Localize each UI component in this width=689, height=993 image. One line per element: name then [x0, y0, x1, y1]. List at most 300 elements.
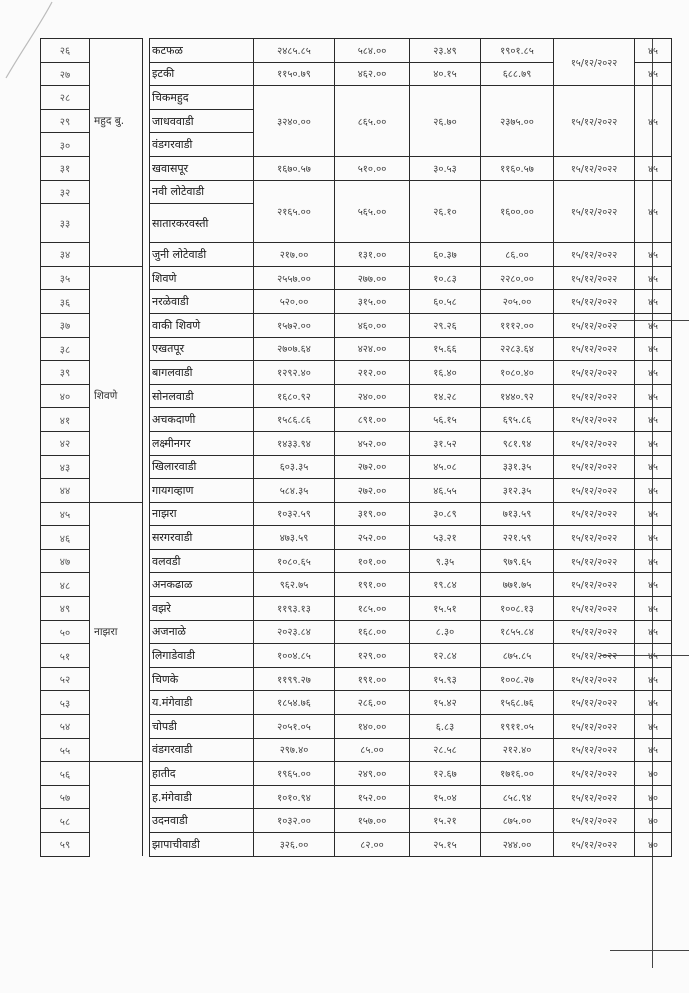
- serial-number: ४३: [41, 455, 90, 479]
- serial-number: ४८: [41, 573, 90, 597]
- serial-number: ५२: [41, 667, 90, 691]
- stray-line: [610, 950, 689, 951]
- total-area: २७०७.६४: [254, 337, 335, 361]
- total-area: २१७.००: [254, 243, 335, 267]
- village-name: जाधववाडी: [150, 109, 254, 133]
- spacer: [143, 715, 150, 739]
- village-name: चोपडी: [150, 715, 254, 739]
- area-b: २७२.००: [335, 455, 410, 479]
- count-cell: ४५: [635, 290, 672, 314]
- net-area: १६००.००: [481, 180, 554, 243]
- serial-number: २८: [41, 86, 90, 110]
- percentage: १९.८४: [410, 573, 481, 597]
- table-row: [41, 738, 672, 762]
- village-name: कटफळ: [150, 39, 254, 63]
- village-name: लिगाडेवाडी: [150, 644, 254, 668]
- table-row: [41, 384, 672, 408]
- spacer: [143, 502, 150, 526]
- date-cell: १५/१२/२०२२: [554, 39, 635, 86]
- village-name: वाकी शिवणे: [150, 313, 254, 337]
- percentage: ५६.१५: [410, 408, 481, 432]
- date-cell: १५/१२/२०२२: [554, 644, 635, 668]
- spacer: [143, 455, 150, 479]
- total-area: ९६२.७५: [254, 573, 335, 597]
- percentage: १५.०४: [410, 785, 481, 809]
- area-b: २४०.००: [335, 384, 410, 408]
- village-name: चिणके: [150, 667, 254, 691]
- group-cell: [90, 644, 143, 668]
- spacer: [143, 384, 150, 408]
- count-cell: ४०: [635, 833, 672, 857]
- group-cell: [90, 573, 143, 597]
- area-b: ४२४.००: [335, 337, 410, 361]
- total-area: १६७०.५७: [254, 156, 335, 180]
- percentage: ४५.०८: [410, 455, 481, 479]
- serial-number: ३९: [41, 361, 90, 385]
- date-cell: १५/१२/२०२२: [554, 809, 635, 833]
- percentage: ६०.५८: [410, 290, 481, 314]
- count-cell: ४५: [635, 62, 672, 86]
- table-row: [41, 762, 672, 786]
- count-cell: ४५: [635, 431, 672, 455]
- count-cell: ४५: [635, 337, 672, 361]
- date-cell: १५/१२/२०२२: [554, 526, 635, 550]
- spacer: [143, 313, 150, 337]
- net-area: ६८८.७९: [481, 62, 554, 86]
- percentage: ८.३०: [410, 620, 481, 644]
- area-b: २१२.००: [335, 361, 410, 385]
- date-cell: १५/१२/२०२२: [554, 243, 635, 267]
- date-cell: १५/१२/२०२२: [554, 715, 635, 739]
- spacer: [143, 620, 150, 644]
- group-cell: [90, 526, 143, 550]
- total-area: २९७.४०: [254, 738, 335, 762]
- spacer: [143, 644, 150, 668]
- village-name: शिवणे: [150, 266, 254, 290]
- area-b: १५७.००: [335, 809, 410, 833]
- group-cell: [90, 762, 143, 786]
- group-cell: [90, 266, 143, 290]
- net-area: १८५५.८४: [481, 620, 554, 644]
- net-area: २२१.५९: [481, 526, 554, 550]
- village-name: ह.मंगेवाडी: [150, 785, 254, 809]
- count-cell: ४५: [635, 597, 672, 621]
- village-name: खिलारवाडी: [150, 455, 254, 479]
- area-b: २७७.००: [335, 266, 410, 290]
- count-cell: ४५: [635, 479, 672, 503]
- group-label: नाझरा: [90, 620, 143, 644]
- group-cell: [90, 833, 143, 857]
- count-cell: ४५: [635, 691, 672, 715]
- count-cell: ४५: [635, 243, 672, 267]
- total-area: २०२३.८४: [254, 620, 335, 644]
- total-area: २४८५.८५: [254, 39, 335, 63]
- village-name: सरगरवाडी: [150, 526, 254, 550]
- serial-number: ५४: [41, 715, 90, 739]
- serial-number: ४७: [41, 549, 90, 573]
- date-cell: १५/१२/२०२२: [554, 479, 635, 503]
- serial-number: ३३: [41, 204, 90, 243]
- village-data-table: [40, 38, 672, 857]
- area-b: १३१.००: [335, 243, 410, 267]
- spacer: [143, 833, 150, 857]
- group-cell: [90, 691, 143, 715]
- percentage: १५.२१: [410, 809, 481, 833]
- spacer: [143, 337, 150, 361]
- area-b: ५१०.००: [335, 156, 410, 180]
- count-cell: ४५: [635, 502, 672, 526]
- total-area: ५८४.३५: [254, 479, 335, 503]
- spacer: [143, 762, 150, 786]
- table-row: [41, 313, 672, 337]
- count-cell: ४०: [635, 762, 672, 786]
- table-row: [41, 597, 672, 621]
- group-cell: [90, 597, 143, 621]
- serial-number: ३७: [41, 313, 90, 337]
- percentage: ३१.५२: [410, 431, 481, 455]
- area-b: ३१९.००: [335, 502, 410, 526]
- date-cell: १५/१२/२०२२: [554, 738, 635, 762]
- total-area: १६८०.९२: [254, 384, 335, 408]
- table-row: [41, 715, 672, 739]
- table-row: [41, 479, 672, 503]
- table-row: [41, 455, 672, 479]
- area-b: १०१.००: [335, 549, 410, 573]
- date-cell: १५/१२/२०२२: [554, 408, 635, 432]
- percentage: ४०.१५: [410, 62, 481, 86]
- spacer: [143, 691, 150, 715]
- table-row: [41, 573, 672, 597]
- village-name: नाझरा: [150, 502, 254, 526]
- group-cell: [90, 180, 143, 204]
- percentage: १६.४०: [410, 361, 481, 385]
- spacer: [143, 204, 150, 243]
- net-area: ३३१.३५: [481, 455, 554, 479]
- date-cell: १५/१२/२०२२: [554, 573, 635, 597]
- serial-number: ४१: [41, 408, 90, 432]
- table-row: [41, 809, 672, 833]
- count-cell: ४५: [635, 86, 672, 157]
- serial-number: ४०: [41, 384, 90, 408]
- net-area: ७७१.७५: [481, 573, 554, 597]
- total-area: १००४.८५: [254, 644, 335, 668]
- serial-number: ४५: [41, 502, 90, 526]
- group-label: महुद बु.: [90, 109, 143, 133]
- percentage: २३.४९: [410, 39, 481, 63]
- serial-number: ३४: [41, 243, 90, 267]
- net-area: ८७५.००: [481, 809, 554, 833]
- total-area: १८५४.७६: [254, 691, 335, 715]
- net-area: २०५.००: [481, 290, 554, 314]
- serial-number: ५३: [41, 691, 90, 715]
- group-cell: [90, 204, 143, 243]
- date-cell: १५/१२/२०२२: [554, 691, 635, 715]
- percentage: ९.३५: [410, 549, 481, 573]
- spacer: [143, 526, 150, 550]
- table-row: [41, 180, 672, 204]
- serial-number: ५९: [41, 833, 90, 857]
- group-cell: [90, 455, 143, 479]
- spacer: [143, 266, 150, 290]
- table-row: [41, 833, 672, 857]
- net-area: ९७९.६५: [481, 549, 554, 573]
- date-cell: १५/१२/२०२२: [554, 384, 635, 408]
- serial-number: ५८: [41, 809, 90, 833]
- village-name: खवासपूर: [150, 156, 254, 180]
- village-name: अचकदाणी: [150, 408, 254, 432]
- percentage: १४.२८: [410, 384, 481, 408]
- serial-number: ३५: [41, 266, 90, 290]
- spacer: [143, 573, 150, 597]
- serial-number: ५५: [41, 738, 90, 762]
- group-cell: [90, 738, 143, 762]
- area-b: १९१.००: [335, 573, 410, 597]
- percentage: ६०.३७: [410, 243, 481, 267]
- count-cell: ४५: [635, 39, 672, 63]
- serial-number: २९: [41, 109, 90, 133]
- percentage: १२.६७: [410, 762, 481, 786]
- spacer: [143, 809, 150, 833]
- count-cell: ४५: [635, 573, 672, 597]
- spacer: [143, 431, 150, 455]
- area-b: ४६०.००: [335, 313, 410, 337]
- net-area: १४४०.९२: [481, 384, 554, 408]
- group-cell: [90, 502, 143, 526]
- village-name: गायगव्हाण: [150, 479, 254, 503]
- group-cell: [90, 39, 143, 63]
- net-area: २१२.४०: [481, 738, 554, 762]
- village-name: इटकी: [150, 62, 254, 86]
- count-cell: ४५: [635, 384, 672, 408]
- count-cell: ४५: [635, 549, 672, 573]
- village-name: जुनी लोटेवाडी: [150, 243, 254, 267]
- group-cell: [90, 785, 143, 809]
- net-area: १११२.००: [481, 313, 554, 337]
- group-cell: [90, 408, 143, 432]
- net-area: ९८१.९४: [481, 431, 554, 455]
- group-cell: [90, 243, 143, 267]
- spacer: [143, 180, 150, 204]
- table-row: [41, 39, 672, 63]
- net-area: ६९५.८६: [481, 408, 554, 432]
- date-cell: १५/१२/२०२२: [554, 290, 635, 314]
- percentage: १०.८३: [410, 266, 481, 290]
- spacer: [143, 133, 150, 157]
- total-area: ११९९.२७: [254, 667, 335, 691]
- serial-number: ४६: [41, 526, 90, 550]
- table-row: [41, 502, 672, 526]
- date-cell: १५/१२/२०२२: [554, 597, 635, 621]
- serial-number: ४९: [41, 597, 90, 621]
- net-area: ८६.००: [481, 243, 554, 267]
- spacer: [143, 408, 150, 432]
- net-area: १९०१.८५: [481, 39, 554, 63]
- total-area: २०५१.०५: [254, 715, 335, 739]
- village-name: झापाचीवाडी: [150, 833, 254, 857]
- spacer: [143, 738, 150, 762]
- net-area: १९११.०५: [481, 715, 554, 739]
- count-cell: ४५: [635, 361, 672, 385]
- area-b: २८६.००: [335, 691, 410, 715]
- spacer: [143, 785, 150, 809]
- percentage: १२.८४: [410, 644, 481, 668]
- date-cell: १५/१२/२०२२: [554, 833, 635, 857]
- group-cell: [90, 86, 143, 110]
- serial-number: ३२: [41, 180, 90, 204]
- table-row: [41, 266, 672, 290]
- serial-number: २७: [41, 62, 90, 86]
- table-row: [41, 691, 672, 715]
- spacer: [143, 361, 150, 385]
- spacer: [143, 62, 150, 86]
- area-b: १९१.००: [335, 667, 410, 691]
- village-name: चिकमहुद: [150, 86, 254, 110]
- village-name: वझरे: [150, 597, 254, 621]
- village-name: वलवडी: [150, 549, 254, 573]
- table-row: [41, 243, 672, 267]
- date-cell: १५/१२/२०२२: [554, 762, 635, 786]
- total-area: १०१०.९४: [254, 785, 335, 809]
- percentage: २९.२६: [410, 313, 481, 337]
- spacer: [143, 479, 150, 503]
- spacer: [143, 39, 150, 63]
- village-name: य.मंगेवाडी: [150, 691, 254, 715]
- area-b: २७२.००: [335, 479, 410, 503]
- group-cell: [90, 667, 143, 691]
- table-row: [41, 156, 672, 180]
- count-cell: ४५: [635, 644, 672, 668]
- table-row: [41, 361, 672, 385]
- spacer: [143, 243, 150, 267]
- table-row: [41, 785, 672, 809]
- percentage: २८.५८: [410, 738, 481, 762]
- group-cell: [90, 715, 143, 739]
- total-area: १०३२.५९: [254, 502, 335, 526]
- total-area: ३२४०.००: [254, 86, 335, 157]
- net-area: १७१६.००: [481, 762, 554, 786]
- village-name: एखतपूर: [150, 337, 254, 361]
- total-area: १४३३.९४: [254, 431, 335, 455]
- area-b: २४९.००: [335, 762, 410, 786]
- date-cell: १५/१२/२०२२: [554, 502, 635, 526]
- group-cell: [90, 62, 143, 86]
- total-area: १२९२.४०: [254, 361, 335, 385]
- date-cell: १५/१२/२०२२: [554, 156, 635, 180]
- count-cell: ४५: [635, 180, 672, 243]
- village-name: सातारकरवस्ती: [150, 204, 254, 243]
- date-cell: १५/१२/२०२२: [554, 313, 635, 337]
- serial-number: ५०: [41, 620, 90, 644]
- percentage: १५.६६: [410, 337, 481, 361]
- table-row: [41, 667, 672, 691]
- serial-number: ३६: [41, 290, 90, 314]
- net-area: १००८.२७: [481, 667, 554, 691]
- net-area: २२८०.००: [481, 266, 554, 290]
- total-area: १९६५.००: [254, 762, 335, 786]
- count-cell: ४५: [635, 266, 672, 290]
- group-cell: [90, 133, 143, 157]
- village-name: उदनवाडी: [150, 809, 254, 833]
- group-label: शिवणे: [90, 384, 143, 408]
- serial-number: ४४: [41, 479, 90, 503]
- total-area: ११९३.१३: [254, 597, 335, 621]
- total-area: ३२६.००: [254, 833, 335, 857]
- percentage: ३०.५३: [410, 156, 481, 180]
- table-row: [41, 408, 672, 432]
- total-area: ६०३.३५: [254, 455, 335, 479]
- village-name: नवी लोटेवाडी: [150, 180, 254, 204]
- area-b: १४०.००: [335, 715, 410, 739]
- count-cell: ४०: [635, 785, 672, 809]
- total-area: १०८०.६५: [254, 549, 335, 573]
- date-cell: १५/१२/२०२२: [554, 266, 635, 290]
- total-area: ५२०.००: [254, 290, 335, 314]
- net-area: ३१२.३५: [481, 479, 554, 503]
- percentage: २६.७०: [410, 86, 481, 157]
- count-cell: ४५: [635, 156, 672, 180]
- total-area: ११५०.७९: [254, 62, 335, 86]
- percentage: १५.९३: [410, 667, 481, 691]
- net-area: २४४.००: [481, 833, 554, 857]
- percentage: २६.१०: [410, 180, 481, 243]
- total-area: १५८६.८६: [254, 408, 335, 432]
- area-b: १५२.००: [335, 785, 410, 809]
- percentage: ५३.२१: [410, 526, 481, 550]
- count-cell: ४५: [635, 455, 672, 479]
- count-cell: ४५: [635, 738, 672, 762]
- total-area: १०३२.००: [254, 809, 335, 833]
- date-cell: १५/१२/२०२२: [554, 549, 635, 573]
- area-b: ५६५.००: [335, 180, 410, 243]
- area-b: ८९१.००: [335, 408, 410, 432]
- group-cell: [90, 313, 143, 337]
- count-cell: ४०: [635, 809, 672, 833]
- area-b: १८५.००: [335, 597, 410, 621]
- table-row: [41, 526, 672, 550]
- date-cell: १५/१२/२०२२: [554, 337, 635, 361]
- date-cell: १५/१२/२०२२: [554, 785, 635, 809]
- serial-number: ५१: [41, 644, 90, 668]
- group-cell: [90, 549, 143, 573]
- net-area: ११६०.५७: [481, 156, 554, 180]
- net-area: १००८.१३: [481, 597, 554, 621]
- percentage: ३०.८९: [410, 502, 481, 526]
- spacer: [143, 156, 150, 180]
- count-cell: ४५: [635, 715, 672, 739]
- village-name: लक्ष्मीनगर: [150, 431, 254, 455]
- date-cell: १५/१२/२०२२: [554, 361, 635, 385]
- area-b: १६८.००: [335, 620, 410, 644]
- serial-number: ३०: [41, 133, 90, 157]
- count-cell: ४५: [635, 620, 672, 644]
- serial-number: ३१: [41, 156, 90, 180]
- table-row: [41, 337, 672, 361]
- net-area: २२८३.६४: [481, 337, 554, 361]
- table-row: [41, 620, 672, 644]
- total-area: ४७३.५९: [254, 526, 335, 550]
- serial-number: ५६: [41, 762, 90, 786]
- spacer: [143, 86, 150, 110]
- village-name: हातीद: [150, 762, 254, 786]
- total-area: १५७२.००: [254, 313, 335, 337]
- count-cell: ४५: [635, 526, 672, 550]
- area-b: ४६२.००: [335, 62, 410, 86]
- area-b: ८६५.००: [335, 86, 410, 157]
- percentage: ४६.५५: [410, 479, 481, 503]
- spacer: [143, 290, 150, 314]
- group-cell: [90, 156, 143, 180]
- percentage: २५.१५: [410, 833, 481, 857]
